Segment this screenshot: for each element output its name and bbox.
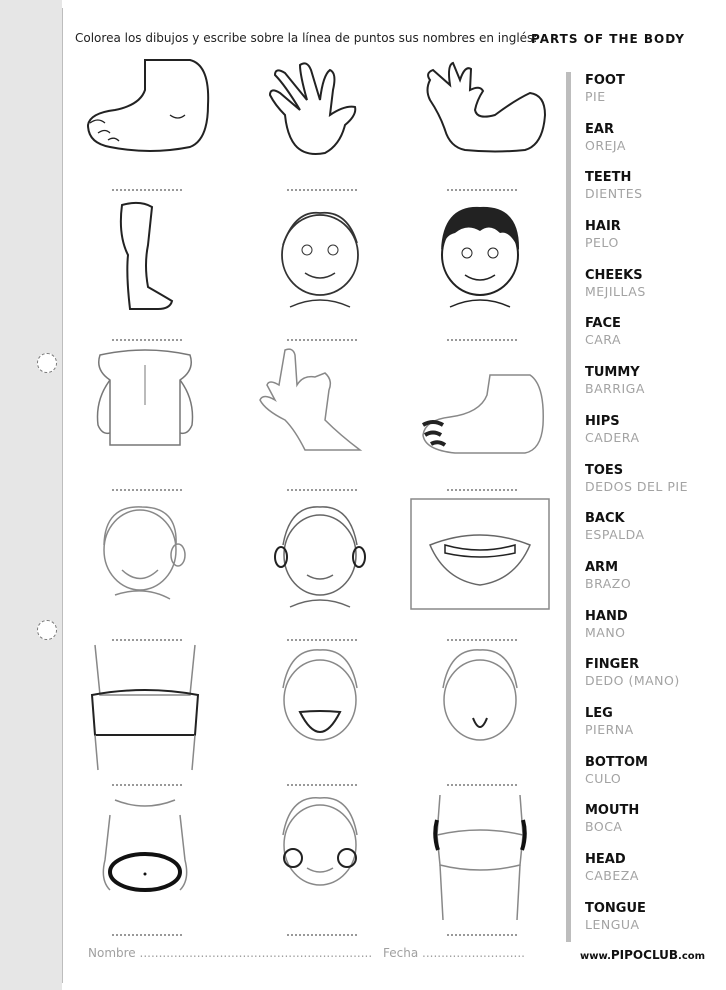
finger-icon — [245, 345, 395, 495]
drawing-cell[interactable] — [70, 640, 220, 790]
girl-mouth-icon — [245, 640, 395, 790]
vocab-english: HEAD — [585, 852, 626, 867]
answer-line[interactable] — [447, 934, 517, 936]
drawing-cell[interactable] — [70, 195, 220, 345]
arm-icon — [405, 45, 555, 195]
binder-hole-icon — [37, 353, 57, 373]
vocab-spanish: DIENTES — [585, 186, 643, 202]
instruction-text: Colorea los dibujos y escribe sobre la línea de puntos sus nombres en inglés: — [75, 31, 538, 45]
girl-tongue-icon — [405, 640, 555, 790]
boy-ears-icon — [245, 495, 395, 645]
vocab-item — [585, 122, 720, 171]
boy-hair-icon — [405, 195, 555, 345]
vocab-item — [585, 170, 720, 219]
answer-line[interactable] — [287, 189, 357, 191]
answer-line[interactable] — [287, 784, 357, 786]
vocab-english: FOOT — [585, 73, 625, 88]
drawing-cell[interactable] — [405, 790, 555, 940]
vocab-spanish: CARA — [585, 332, 622, 348]
drawing-cell[interactable] — [245, 345, 395, 495]
vocab-item — [585, 901, 720, 950]
worksheet-title: PARTS OF THE BODY — [531, 32, 685, 46]
vocab-english: BOTTOM — [585, 754, 648, 770]
footer-date-field[interactable]: Fecha ........................... — [383, 946, 525, 960]
back-icon — [70, 345, 220, 495]
tummy-icon — [70, 790, 220, 940]
drawing-cell[interactable] — [245, 45, 395, 195]
vocab-item — [585, 803, 720, 852]
answer-line[interactable] — [447, 189, 517, 191]
bottom-icon — [70, 640, 220, 790]
vocab-item — [585, 219, 720, 268]
answer-line[interactable] — [287, 489, 357, 491]
vocab-item — [585, 852, 720, 901]
vocab-spanish: BOCA — [585, 819, 623, 835]
vocab-item — [585, 609, 720, 658]
vocab-spanish: DEDOS DEL PIE — [585, 478, 688, 494]
leg-icon — [70, 195, 220, 345]
vocab-spanish: PIE — [585, 89, 606, 104]
drawing-cell[interactable] — [70, 345, 220, 495]
drawing-cell[interactable] — [245, 195, 395, 345]
vocab-english: MOUTH — [585, 803, 640, 819]
vocab-item — [585, 414, 720, 463]
drawing-cell[interactable] — [405, 345, 555, 495]
answer-line[interactable] — [447, 489, 517, 491]
vocab-item — [585, 463, 720, 512]
cheeks-icon — [245, 790, 395, 940]
column-separator — [566, 72, 571, 942]
drawing-cell[interactable] — [70, 790, 220, 940]
vocab-english: TONGUE — [585, 900, 646, 916]
footer-name-field[interactable]: Nombre ............................................................. — [88, 946, 373, 960]
vocab-spanish: PELO — [585, 235, 619, 251]
vocab-english: FACE — [585, 316, 621, 332]
vocab-spanish: PIERNA — [585, 721, 634, 737]
answer-line[interactable] — [447, 784, 517, 786]
vocab-english: ARM — [585, 559, 619, 575]
mouth-teeth-icon — [405, 495, 555, 645]
vocab-spanish: MANO — [585, 624, 626, 640]
vocab-english: FINGER — [585, 657, 640, 673]
vocab-item — [585, 511, 720, 560]
boy-face-icon — [245, 195, 395, 345]
vocab-item — [585, 316, 720, 365]
vocab-spanish: BARRIGA — [585, 381, 645, 397]
drawing-cell[interactable] — [405, 495, 555, 645]
answer-line[interactable] — [112, 189, 182, 191]
vocab-english: HIPS — [585, 413, 620, 429]
vocab-english: EAR — [585, 121, 614, 137]
vocab-spanish: CABEZA — [585, 868, 639, 883]
drawing-cell[interactable] — [70, 45, 220, 195]
vocab-english: BACK — [585, 511, 625, 527]
answer-line[interactable] — [287, 339, 357, 341]
vocab-item — [585, 268, 720, 317]
drawing-cell[interactable] — [245, 640, 395, 790]
vocab-english: LEG — [585, 705, 613, 721]
vocab-spanish: CADERA — [585, 429, 640, 445]
vocab-item — [585, 755, 720, 804]
toes-icon — [405, 345, 555, 495]
vocab-english: HAND — [585, 608, 628, 624]
girl-ear-icon — [70, 495, 220, 645]
vocab-item — [585, 657, 720, 706]
vocab-item — [585, 560, 720, 609]
answer-line[interactable] — [112, 934, 182, 936]
hand-icon — [245, 45, 395, 195]
binder-strip — [0, 0, 62, 990]
binder-hole-icon — [37, 620, 57, 640]
drawing-cell[interactable] — [245, 790, 395, 940]
drawing-cell[interactable] — [405, 195, 555, 345]
answer-line[interactable] — [112, 784, 182, 786]
vocab-spanish: OREJA — [585, 137, 626, 153]
vocab-english: CHEEKS — [585, 267, 643, 283]
answer-line[interactable] — [287, 934, 357, 936]
vocab-english: TOES — [585, 462, 624, 478]
vocab-item — [585, 365, 720, 414]
vocab-spanish: MEJILLAS — [585, 283, 646, 299]
hips-icon — [405, 790, 555, 940]
vocab-spanish: ESPALDA — [585, 527, 645, 543]
drawing-cell[interactable] — [405, 45, 555, 195]
vocab-spanish: CULO — [585, 770, 622, 786]
vocab-spanish: LENGUA — [585, 916, 640, 932]
vocabulary-list — [585, 73, 720, 949]
vocab-spanish: BRAZO — [585, 575, 632, 591]
vocab-item — [585, 706, 720, 755]
vocab-english: TEETH — [585, 170, 632, 186]
drawing-cell[interactable] — [405, 640, 555, 790]
vocab-english: TUMMY — [585, 365, 640, 381]
vocab-english: HAIR — [585, 219, 621, 235]
brand-logo: www.PIPOCLUB.com — [580, 948, 706, 962]
drawing-cell[interactable] — [70, 495, 220, 645]
foot-icon — [70, 45, 220, 195]
vocab-item — [585, 73, 720, 122]
answer-line[interactable] — [447, 339, 517, 341]
answer-line[interactable] — [112, 339, 182, 341]
answer-line[interactable] — [112, 489, 182, 491]
vocab-spanish: DEDO (MANO) — [585, 673, 680, 689]
drawing-cell[interactable] — [245, 495, 395, 645]
